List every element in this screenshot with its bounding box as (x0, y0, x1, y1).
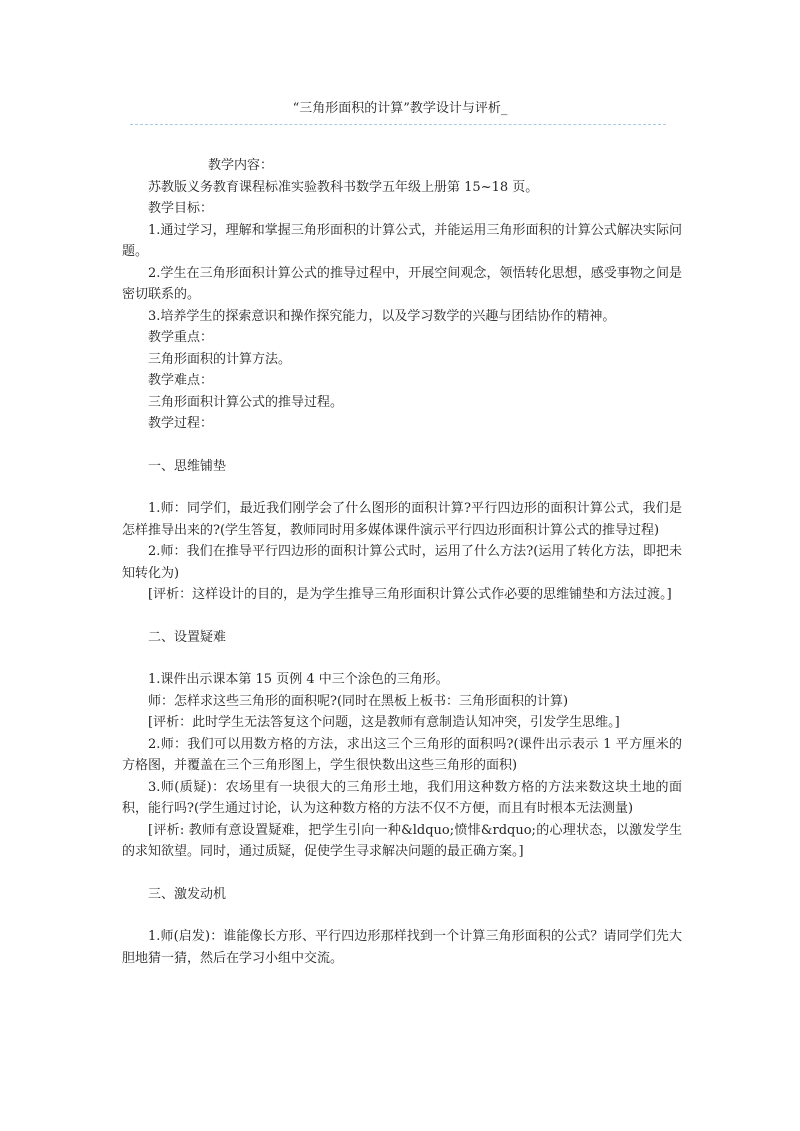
label-teaching-process: 教学过程： (148, 416, 214, 431)
goal-item-1: 1.通过学习，理解和掌握三角形面积的计算公式，并能运用三角形面积的计算公式解决实际问题。 (122, 222, 682, 259)
paragraph: 1.师(启发)：谁能像长方形、平行四边形那样找到一个计算三角形面积的公式？请同学们先大胆地猜一猜，然后在学习小组中交流。 (122, 929, 682, 966)
paragraph: 三角形面积计算公式的推导过程。 (148, 394, 344, 410)
section-heading-1: 一、思维铺垫 (148, 458, 227, 474)
label-teaching-content: 教学内容： (208, 158, 274, 173)
paragraph: 1.师：同学们，最近我们刚学会了什么图形的面积计算?平行四边形的面积计算公式，我们是怎样推导出来的?(学生答复，教师同时用多媒体课件演示平行四边形面积计算公式的推导过程) (122, 501, 682, 538)
label-difficulties: 教学难点： (148, 373, 214, 388)
label-teaching-goals: 教学目标： (148, 201, 214, 216)
label-key-points: 教学重点： (148, 330, 214, 345)
goal-item-2: 2.学生在三角形面积计算公式的推导过程中，开展空间观念，领悟转化思想，感受事物之间是密切联系的。 (122, 265, 682, 302)
paragraph: 2.师：我们可以用数方格的方法，求出这三个三角形的面积吗?(课件出示表示 1 平方厘米的方格图，并覆盖在三个三角形图上，学生很快数出这些三角形的面积) (122, 736, 682, 773)
title-divider (130, 124, 666, 125)
paragraph: 1.课件出示课本第 15 页例 4 中三个涂色的三角形。 (148, 672, 449, 687)
section-heading-2: 二、设置疑难 (148, 629, 227, 645)
paragraph: 师：怎样求这些三角形的面积呢?(同时在黑板上板书：三角形面积的计算) (148, 693, 569, 709)
paragraph: 三角形面积的计算方法。 (148, 351, 292, 367)
paragraph: 3.师(质疑)：农场里有一块很大的三角形土地，我们用这种数方格的方法来数这块土地的面积，能行吗?(学生通过讨论，认为这种数方格的方法不仅不方便，而且有时根本无法测量) (122, 779, 682, 816)
commentary: [评析: 教师有意设置疑难，把学生引向一种&ldquo;愤悱&rdquo;的心理状态，以激发学生的求知欲望。同时，通过质疑，促使学生寻求解决问题的最正确方案。] (122, 822, 682, 859)
commentary: [评析：这样设计的目的，是为学生推导三角形面积计算公式作必要的思维铺垫和方法过渡。] (148, 587, 672, 602)
goal-item-3: 3.培养学生的探索意识和操作探究能力，以及学习数学的兴趣与团结协作的精神。 (148, 308, 616, 324)
paragraph: 2.师：我们在推导平行四边形的面积计算公式时，运用了什么方法?(运用了转化方法，即把未知转化为) (122, 544, 682, 581)
document-title: “三角形面积的计算”教学设计与评析_ (292, 101, 508, 116)
document-body (122, 155, 682, 969)
paragraph: 苏教版义务教育课程标准实验教科书数学五年级上册第 15~18 页。 (148, 179, 539, 195)
section-heading-3: 三、激发动机 (148, 886, 227, 902)
commentary: [评析：此时学生无法答复这个问题，这是教师有意制造认知冲突，引发学生思维。] (148, 715, 620, 730)
